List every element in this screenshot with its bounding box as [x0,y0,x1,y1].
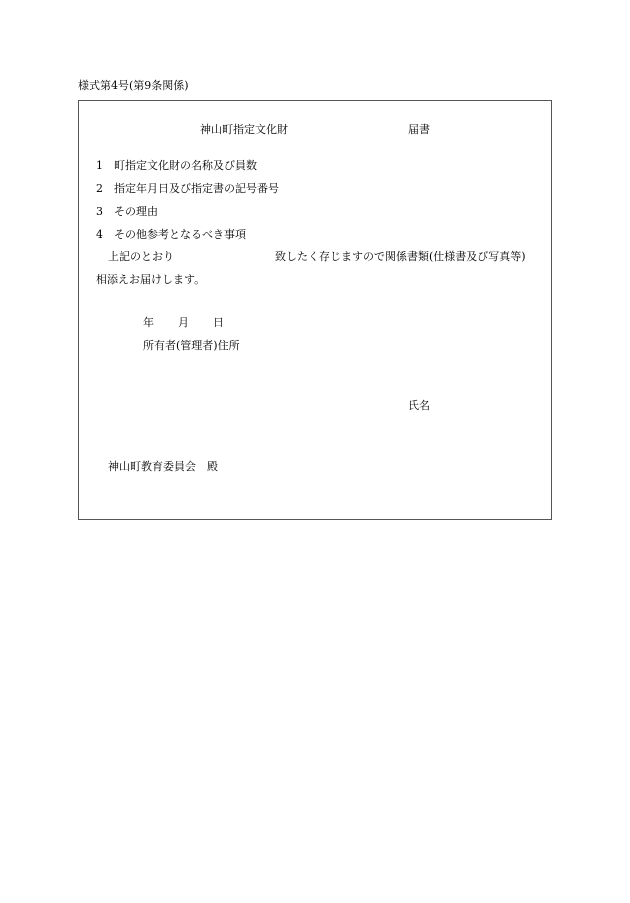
date-day-label: 日 [213,316,224,329]
item-text: 町指定文化財の名称及び員数 [114,159,257,172]
addressee: 神山町教育委員会 殿 [108,460,218,473]
name-label: 氏名 [408,399,430,412]
item-text: 指定年月日及び指定書の記号番号 [114,182,279,195]
item-text: その理由 [114,205,158,218]
list-item [96,159,257,173]
item-text: その他参考となるべき事項 [114,228,246,241]
date-month-label: 月 [178,316,189,329]
statement-part1: 上記のとおり [108,250,174,263]
form-title-prefix: 神山町指定文化財 [200,123,288,136]
item-number: 1 [96,159,103,172]
form-title-suffix: 届書 [408,123,430,136]
form-number: 様式第4号(第9条関係) [78,79,189,92]
item-number: 3 [96,205,103,218]
statement-part2: 致したく存じますので関係書類(仕様書及び写真等) [275,250,526,263]
list-item [96,228,246,242]
list-item [96,205,158,219]
statement-line2: 相添えお届けします。 [96,273,206,286]
list-item [96,182,279,196]
date-year-label: 年 [143,316,154,329]
owner-address-label: 所有者(管理者)住所 [143,339,240,352]
item-number: 2 [96,182,103,195]
item-number: 4 [96,228,103,241]
